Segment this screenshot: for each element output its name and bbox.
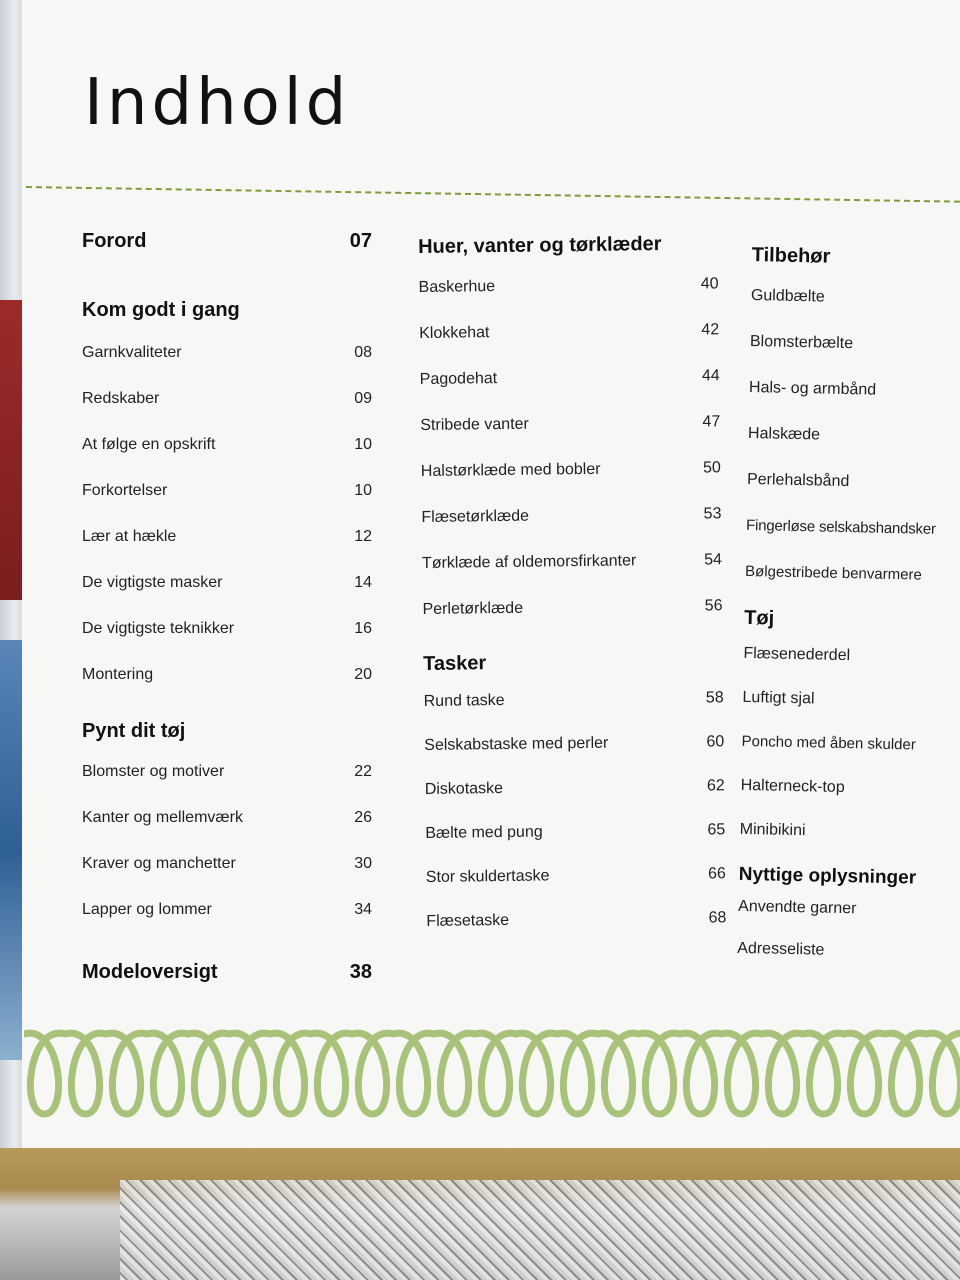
toc-entry-label: Stribede vanter bbox=[420, 415, 529, 434]
toc-entry-label: Blomsterbælte bbox=[749, 332, 854, 353]
toc-entry-label: Halterneck-top bbox=[740, 776, 845, 797]
toc-heading-tasker bbox=[423, 649, 723, 676]
toc-entry bbox=[420, 399, 721, 449]
toc-entry-label: Klokkehat bbox=[419, 324, 490, 342]
toc-section-label: Modeloversigt bbox=[82, 961, 218, 983]
toc-entry-label: Fingerløse selskabshandsker bbox=[745, 516, 936, 538]
toc-entry-label: Flæsetørklæde bbox=[421, 507, 530, 526]
toc-page-number: 38 bbox=[349, 961, 372, 983]
toc-entry-label: Flæsenederdel bbox=[743, 644, 851, 665]
toc-section-label: Forord bbox=[82, 230, 147, 252]
toc-section-forord bbox=[82, 230, 372, 253]
toc-entry-label: Baskerhue bbox=[418, 278, 496, 296]
toc-entry-label: Stor skuldertaske bbox=[425, 867, 550, 886]
toc-column-1 bbox=[82, 230, 372, 984]
toc-page-number: 26 bbox=[354, 809, 372, 826]
toc-page-number: 66 bbox=[707, 865, 726, 883]
toc-entry bbox=[82, 795, 372, 841]
toc-section-modeloversigt bbox=[82, 961, 372, 984]
toc-entry-label: Flæsetaske bbox=[426, 911, 510, 930]
toc-list-huer bbox=[418, 261, 722, 633]
toc-entry-label: Luftigt sjal bbox=[742, 688, 815, 708]
page-title: Indhold bbox=[84, 66, 351, 140]
toc-entry-label: Selskabstaske med perler bbox=[424, 734, 609, 754]
toc-entry bbox=[424, 720, 725, 768]
toc-page-number: 53 bbox=[703, 505, 722, 523]
toc-entry bbox=[82, 652, 372, 698]
toc-entry bbox=[742, 676, 951, 724]
toc-list-pynt bbox=[82, 749, 372, 933]
toc-heading-label: Nyttige oplysninger bbox=[738, 863, 917, 889]
toc-entry bbox=[82, 376, 372, 422]
toc-entry bbox=[747, 457, 956, 507]
toc-list-toj bbox=[739, 632, 952, 856]
toc-entry bbox=[426, 852, 727, 900]
adjacent-book-blue bbox=[0, 640, 22, 1060]
toc-heading-label: Kom godt i gang bbox=[82, 299, 240, 321]
toc-entry bbox=[419, 353, 720, 403]
toc-entry-label: Kraver og manchetter bbox=[82, 855, 236, 872]
toc-heading-huer bbox=[418, 232, 718, 259]
toc-entry-label: Garnkvaliteter bbox=[82, 344, 182, 361]
toc-entry bbox=[749, 365, 958, 415]
toc-entry bbox=[750, 273, 959, 323]
toc-entry bbox=[745, 549, 954, 599]
toc-entry bbox=[82, 749, 372, 795]
toc-heading-tilbehor bbox=[752, 244, 960, 271]
toc-entry bbox=[421, 491, 722, 541]
toc-entry bbox=[82, 606, 372, 652]
toc-entry-label: Halskæde bbox=[747, 424, 821, 444]
toc-heading-pynt bbox=[82, 720, 372, 743]
toc-entry bbox=[425, 808, 726, 856]
toc-entry bbox=[739, 808, 948, 856]
toc-page-number: 07 bbox=[349, 230, 372, 252]
toc-entry bbox=[741, 720, 950, 768]
toc-page-number: 50 bbox=[702, 459, 721, 477]
toc-page-number: 09 bbox=[354, 390, 372, 407]
toc-entry bbox=[82, 330, 372, 376]
toc-page-number: 10 bbox=[354, 436, 372, 453]
toc-entry bbox=[424, 764, 725, 812]
toc-entry-label: Montering bbox=[82, 666, 154, 683]
toc-heading-kom-godt bbox=[82, 299, 372, 322]
toc-entry-label: Guldbælte bbox=[750, 286, 825, 306]
toc-entry bbox=[421, 445, 722, 495]
toc-entry-label: De vigtigste teknikker bbox=[82, 620, 235, 637]
toc-entry bbox=[82, 422, 372, 468]
toc-entry-label: Hals- og armbånd bbox=[748, 378, 877, 399]
toc-page-number: 40 bbox=[700, 275, 719, 293]
toc-entry bbox=[740, 764, 949, 812]
decorative-loop-border bbox=[24, 1004, 960, 1124]
toc-page-number: 14 bbox=[354, 574, 372, 591]
toc-entry bbox=[743, 632, 952, 680]
toc-entry-label: Tørklæde af oldemorsfirkanter bbox=[421, 552, 637, 572]
toc-list-nyttige bbox=[737, 886, 947, 974]
toc-entry bbox=[82, 560, 372, 606]
toc-entry bbox=[749, 319, 958, 369]
toc-entry-label: Perletørklæde bbox=[422, 599, 524, 618]
toc-page-number: 68 bbox=[708, 909, 727, 927]
toc-page-number: 65 bbox=[707, 821, 726, 839]
toc-entry-label: Bølgestribede benvarmere bbox=[744, 562, 923, 584]
toc-page-number: 16 bbox=[354, 620, 372, 637]
toc-entry bbox=[423, 676, 724, 724]
toc-entry-label: Rund taske bbox=[423, 691, 505, 710]
toc-entry bbox=[422, 537, 723, 587]
toc-page-number: 60 bbox=[706, 733, 725, 751]
toc-page-number: 10 bbox=[354, 482, 372, 499]
toc-entry bbox=[419, 307, 720, 357]
toc-heading-label: Huer, vanter og tørklæder bbox=[418, 233, 662, 258]
toc-list-tasker bbox=[423, 676, 726, 944]
toc-entry-label: Forkortelser bbox=[82, 482, 168, 499]
toc-entry bbox=[738, 886, 947, 932]
toc-entry bbox=[748, 411, 957, 461]
toc-column-2 bbox=[418, 232, 727, 944]
toc-entry-label: Redskaber bbox=[82, 390, 160, 407]
toc-page-number: 20 bbox=[354, 666, 372, 683]
adjacent-book-red bbox=[0, 300, 24, 600]
toc-page-number: 30 bbox=[354, 855, 372, 872]
toc-heading-label: Tilbehør bbox=[751, 244, 831, 268]
toc-entry bbox=[82, 841, 372, 887]
toc-entry-label: Poncho med åben skulder bbox=[741, 732, 917, 754]
toc-heading-toj bbox=[744, 607, 952, 634]
toc-entry bbox=[82, 887, 372, 933]
toc-entry-label: Halstørklæde med bobler bbox=[420, 460, 601, 480]
toc-page-number: 34 bbox=[354, 901, 372, 918]
toc-entry bbox=[82, 468, 372, 514]
toc-heading-label: Pynt dit tøj bbox=[82, 720, 186, 742]
toc-entry bbox=[418, 261, 719, 311]
toc-page-number: 56 bbox=[704, 597, 723, 615]
toc-entry-label: Lapper og lommer bbox=[82, 901, 212, 918]
toc-entry bbox=[82, 514, 372, 560]
toc-heading-label: Tasker bbox=[423, 652, 487, 675]
toc-entry-label: Perlehalsbånd bbox=[746, 470, 850, 491]
toc-entry-label: Blomster og motiver bbox=[82, 763, 225, 780]
toc-page-number: 62 bbox=[706, 777, 725, 795]
toc-entry-label: Lær at hækle bbox=[82, 528, 177, 545]
toc-page-number: 08 bbox=[354, 344, 372, 361]
toc-entry-label: Diskotaske bbox=[424, 780, 504, 798]
toc-entry-label: At følge en opskrift bbox=[82, 436, 216, 453]
fabric-background bbox=[120, 1180, 960, 1280]
toc-entry-label: Kanter og mellemværk bbox=[82, 809, 243, 826]
toc-heading-label: Tøj bbox=[743, 606, 775, 630]
toc-page-number: 22 bbox=[354, 763, 372, 780]
toc-column-3 bbox=[737, 244, 960, 974]
toc-list-kom-godt bbox=[82, 330, 372, 698]
toc-entry-label: Minibikini bbox=[739, 820, 806, 840]
toc-page-number: 47 bbox=[702, 413, 721, 431]
toc-entry-label: Adresseliste bbox=[737, 939, 825, 959]
toc-entry bbox=[746, 503, 955, 553]
toc-entry-label: Anvendte garner bbox=[737, 897, 857, 918]
toc-page-number: 12 bbox=[354, 528, 372, 545]
toc-entry-label: De vigtigste masker bbox=[82, 574, 223, 591]
toc-entry bbox=[737, 928, 946, 974]
toc-list-tilbehor bbox=[745, 273, 960, 599]
toc-entry bbox=[426, 896, 727, 944]
toc-entry bbox=[422, 583, 723, 633]
toc-page-number: 54 bbox=[704, 551, 723, 569]
toc-page-number: 58 bbox=[705, 689, 724, 707]
toc-page-number: 42 bbox=[701, 321, 720, 339]
toc-page-number: 44 bbox=[701, 367, 720, 385]
toc-entry-label: Pagodehat bbox=[419, 370, 498, 388]
toc-entry-label: Bælte med pung bbox=[425, 823, 543, 842]
